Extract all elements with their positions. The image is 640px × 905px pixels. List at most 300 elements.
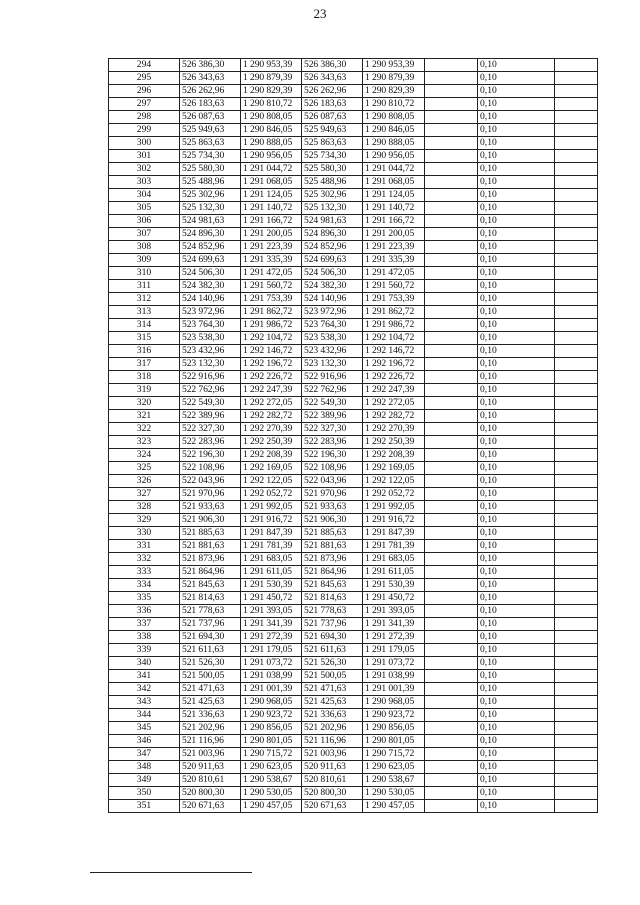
y-coordinate-cell: 1 290 879,39 [241,72,302,85]
x-coordinate-cell: 520 800,30 [180,787,241,800]
empty-cell [555,111,598,124]
x-coordinate-repeat-cell: 522 389,96 [302,410,363,423]
value-cell: 0,10 [478,319,555,332]
value-cell: 0,10 [478,384,555,397]
empty-cell [555,787,598,800]
empty-cell [425,332,478,345]
x-coordinate-cell: 521 611,63 [180,644,241,657]
y-coordinate-cell: 1 291 450,72 [241,592,302,605]
point-number-cell: 323 [109,436,180,449]
x-coordinate-cell: 521 885,63 [180,527,241,540]
table-row [109,98,598,111]
empty-cell [555,722,598,735]
point-number-cell: 328 [109,501,180,514]
empty-cell [425,384,478,397]
empty-cell [555,605,598,618]
empty-cell [555,475,598,488]
point-number-cell: 315 [109,332,180,345]
x-coordinate-cell: 522 043,96 [180,475,241,488]
x-coordinate-cell: 520 911,63 [180,761,241,774]
value-cell: 0,10 [478,462,555,475]
x-coordinate-repeat-cell: 525 734,30 [302,150,363,163]
y-coordinate-repeat-cell: 1 291 179,05 [363,644,425,657]
x-coordinate-repeat-cell: 520 810,61 [302,774,363,787]
point-number-cell: 339 [109,644,180,657]
empty-cell [425,436,478,449]
x-coordinate-cell: 521 116,96 [180,735,241,748]
y-coordinate-cell: 1 291 560,72 [241,280,302,293]
value-cell: 0,10 [478,553,555,566]
x-coordinate-cell: 521 737,96 [180,618,241,631]
empty-cell [425,176,478,189]
empty-cell [555,72,598,85]
x-coordinate-repeat-cell: 522 283,96 [302,436,363,449]
point-number-cell: 350 [109,787,180,800]
y-coordinate-cell: 1 291 335,39 [241,254,302,267]
empty-cell [555,527,598,540]
x-coordinate-repeat-cell: 521 970,96 [302,488,363,501]
table-row [109,592,598,605]
x-coordinate-repeat-cell: 523 132,30 [302,358,363,371]
value-cell: 0,10 [478,124,555,137]
empty-cell [555,488,598,501]
empty-cell [555,514,598,527]
x-coordinate-repeat-cell: 523 764,30 [302,319,363,332]
x-coordinate-repeat-cell: 521 885,63 [302,527,363,540]
y-coordinate-cell: 1 291 683,05 [241,553,302,566]
empty-cell [555,683,598,696]
empty-cell [425,85,478,98]
x-coordinate-repeat-cell: 524 382,30 [302,280,363,293]
table-row [109,735,598,748]
y-coordinate-repeat-cell: 1 291 001,39 [363,683,425,696]
x-coordinate-repeat-cell: 525 302,96 [302,189,363,202]
x-coordinate-cell: 521 906,30 [180,514,241,527]
point-number-cell: 342 [109,683,180,696]
y-coordinate-cell: 1 290 623,05 [241,761,302,774]
y-coordinate-cell: 1 291 179,05 [241,644,302,657]
empty-cell [555,150,598,163]
value-cell: 0,10 [478,371,555,384]
y-coordinate-repeat-cell: 1 291 683,05 [363,553,425,566]
table-row [109,332,598,345]
table-row [109,267,598,280]
table-row [109,436,598,449]
empty-cell [555,332,598,345]
y-coordinate-cell: 1 292 208,39 [241,449,302,462]
y-coordinate-cell: 1 290 953,39 [241,59,302,72]
y-coordinate-cell: 1 292 247,39 [241,384,302,397]
value-cell: 0,10 [478,540,555,553]
empty-cell [425,215,478,228]
point-number-cell: 321 [109,410,180,423]
empty-cell [425,59,478,72]
table-row [109,644,598,657]
y-coordinate-cell: 1 292 122,05 [241,475,302,488]
empty-cell [425,293,478,306]
y-coordinate-cell: 1 290 968,05 [241,696,302,709]
point-number-cell: 322 [109,423,180,436]
x-coordinate-cell: 525 863,63 [180,137,241,150]
x-coordinate-cell: 522 196,30 [180,449,241,462]
point-number-cell: 304 [109,189,180,202]
empty-cell [425,397,478,410]
table-row [109,202,598,215]
value-cell: 0,10 [478,215,555,228]
x-coordinate-cell: 524 140,96 [180,293,241,306]
empty-cell [425,423,478,436]
y-coordinate-cell: 1 291 781,39 [241,540,302,553]
value-cell: 0,10 [478,306,555,319]
table-row [109,449,598,462]
x-coordinate-cell: 521 881,63 [180,540,241,553]
y-coordinate-cell: 1 291 068,05 [241,176,302,189]
x-coordinate-repeat-cell: 521 873,96 [302,553,363,566]
x-coordinate-repeat-cell: 521 003,96 [302,748,363,761]
empty-cell [425,618,478,631]
y-coordinate-repeat-cell: 1 292 208,39 [363,449,425,462]
point-number-cell: 313 [109,306,180,319]
empty-cell [555,59,598,72]
y-coordinate-cell: 1 292 282,72 [241,410,302,423]
coordinates-table [108,58,598,813]
empty-cell [425,189,478,202]
y-coordinate-repeat-cell: 1 291 044,72 [363,163,425,176]
empty-cell [425,683,478,696]
empty-cell [425,527,478,540]
y-coordinate-repeat-cell: 1 291 862,72 [363,306,425,319]
x-coordinate-repeat-cell: 524 896,30 [302,228,363,241]
value-cell: 0,10 [478,475,555,488]
x-coordinate-cell: 521 970,96 [180,488,241,501]
table-row [109,527,598,540]
y-coordinate-repeat-cell: 1 291 450,72 [363,592,425,605]
y-coordinate-repeat-cell: 1 290 808,05 [363,111,425,124]
table-row [109,111,598,124]
y-coordinate-repeat-cell: 1 291 530,39 [363,579,425,592]
x-coordinate-cell: 525 302,96 [180,189,241,202]
empty-cell [555,735,598,748]
value-cell: 0,10 [478,436,555,449]
y-coordinate-repeat-cell: 1 291 068,05 [363,176,425,189]
y-coordinate-repeat-cell: 1 292 122,05 [363,475,425,488]
table-row [109,293,598,306]
empty-cell [425,657,478,670]
point-number-cell: 297 [109,98,180,111]
y-coordinate-cell: 1 292 270,39 [241,423,302,436]
empty-cell [555,397,598,410]
point-number-cell: 343 [109,696,180,709]
x-coordinate-repeat-cell: 521 694,30 [302,631,363,644]
y-coordinate-cell: 1 291 073,72 [241,657,302,670]
value-cell: 0,10 [478,137,555,150]
point-number-cell: 335 [109,592,180,605]
point-number-cell: 327 [109,488,180,501]
x-coordinate-repeat-cell: 521 202,96 [302,722,363,735]
x-coordinate-repeat-cell: 520 800,30 [302,787,363,800]
value-cell: 0,10 [478,358,555,371]
value-cell: 0,10 [478,527,555,540]
y-coordinate-repeat-cell: 1 292 052,72 [363,488,425,501]
empty-cell [555,579,598,592]
value-cell: 0,10 [478,280,555,293]
y-coordinate-cell: 1 291 611,05 [241,566,302,579]
y-coordinate-repeat-cell: 1 292 104,72 [363,332,425,345]
empty-cell [555,202,598,215]
coordinates-table-body [109,59,598,813]
x-coordinate-repeat-cell: 524 699,63 [302,254,363,267]
x-coordinate-repeat-cell: 521 881,63 [302,540,363,553]
value-cell: 0,10 [478,566,555,579]
y-coordinate-repeat-cell: 1 291 393,05 [363,605,425,618]
point-number-cell: 320 [109,397,180,410]
value-cell: 0,10 [478,787,555,800]
point-number-cell: 348 [109,761,180,774]
point-number-cell: 345 [109,722,180,735]
y-coordinate-cell: 1 291 992,05 [241,501,302,514]
empty-cell [425,696,478,709]
point-number-cell: 340 [109,657,180,670]
point-number-cell: 349 [109,774,180,787]
value-cell: 0,10 [478,254,555,267]
x-coordinate-repeat-cell: 524 981,63 [302,215,363,228]
empty-cell [555,618,598,631]
value-cell: 0,10 [478,267,555,280]
point-number-cell: 306 [109,215,180,228]
point-number-cell: 298 [109,111,180,124]
x-coordinate-cell: 521 500,05 [180,670,241,683]
value-cell: 0,10 [478,735,555,748]
x-coordinate-cell: 526 087,63 [180,111,241,124]
table-row [109,358,598,371]
x-coordinate-cell: 522 327,30 [180,423,241,436]
table-row [109,137,598,150]
table-row [109,72,598,85]
x-coordinate-repeat-cell: 525 949,63 [302,124,363,137]
y-coordinate-repeat-cell: 1 291 781,39 [363,540,425,553]
empty-cell [555,410,598,423]
value-cell: 0,10 [478,85,555,98]
table-row [109,748,598,761]
point-number-cell: 311 [109,280,180,293]
value-cell: 0,10 [478,72,555,85]
x-coordinate-repeat-cell: 522 549,30 [302,397,363,410]
y-coordinate-repeat-cell: 1 291 124,05 [363,189,425,202]
value-cell: 0,10 [478,293,555,306]
empty-cell [555,696,598,709]
point-number-cell: 329 [109,514,180,527]
table-row [109,683,598,696]
y-coordinate-cell: 1 291 847,39 [241,527,302,540]
y-coordinate-repeat-cell: 1 291 847,39 [363,527,425,540]
empty-cell [425,540,478,553]
x-coordinate-cell: 521 814,63 [180,592,241,605]
table-row [109,85,598,98]
y-coordinate-cell: 1 290 801,05 [241,735,302,748]
x-coordinate-repeat-cell: 526 087,63 [302,111,363,124]
x-coordinate-repeat-cell: 526 343,63 [302,72,363,85]
empty-cell [555,592,598,605]
x-coordinate-cell: 520 671,63 [180,800,241,813]
y-coordinate-repeat-cell: 1 290 623,05 [363,761,425,774]
value-cell: 0,10 [478,345,555,358]
y-coordinate-repeat-cell: 1 292 146,72 [363,345,425,358]
table-row [109,59,598,72]
point-number-cell: 318 [109,371,180,384]
x-coordinate-cell: 524 699,63 [180,254,241,267]
x-coordinate-cell: 521 864,96 [180,566,241,579]
empty-cell [425,501,478,514]
empty-cell [425,358,478,371]
empty-cell [555,436,598,449]
empty-cell [425,735,478,748]
y-coordinate-cell: 1 292 226,72 [241,371,302,384]
empty-cell [555,345,598,358]
table-row [109,254,598,267]
table-row [109,800,598,813]
x-coordinate-repeat-cell: 521 906,30 [302,514,363,527]
x-coordinate-cell: 521 526,30 [180,657,241,670]
x-coordinate-repeat-cell: 521 471,63 [302,683,363,696]
y-coordinate-repeat-cell: 1 290 846,05 [363,124,425,137]
table-row [109,241,598,254]
x-coordinate-cell: 525 132,30 [180,202,241,215]
y-coordinate-repeat-cell: 1 292 272,05 [363,397,425,410]
y-coordinate-cell: 1 292 052,72 [241,488,302,501]
table-row [109,228,598,241]
y-coordinate-repeat-cell: 1 290 968,05 [363,696,425,709]
x-coordinate-cell: 525 488,96 [180,176,241,189]
y-coordinate-repeat-cell: 1 292 247,39 [363,384,425,397]
value-cell: 0,10 [478,98,555,111]
y-coordinate-cell: 1 291 124,05 [241,189,302,202]
y-coordinate-repeat-cell: 1 291 223,39 [363,241,425,254]
x-coordinate-repeat-cell: 522 196,30 [302,449,363,462]
y-coordinate-repeat-cell: 1 292 169,05 [363,462,425,475]
empty-cell [555,293,598,306]
empty-cell [425,137,478,150]
y-coordinate-cell: 1 290 829,39 [241,85,302,98]
point-number-cell: 351 [109,800,180,813]
point-number-cell: 308 [109,241,180,254]
value-cell: 0,10 [478,111,555,124]
x-coordinate-cell: 523 132,30 [180,358,241,371]
table-row [109,657,598,670]
table-row [109,462,598,475]
x-coordinate-cell: 523 972,96 [180,306,241,319]
empty-cell [555,800,598,813]
x-coordinate-repeat-cell: 520 911,63 [302,761,363,774]
empty-cell [425,605,478,618]
point-number-cell: 302 [109,163,180,176]
y-coordinate-repeat-cell: 1 291 073,72 [363,657,425,670]
y-coordinate-repeat-cell: 1 290 715,72 [363,748,425,761]
y-coordinate-cell: 1 291 393,05 [241,605,302,618]
x-coordinate-repeat-cell: 525 132,30 [302,202,363,215]
y-coordinate-cell: 1 291 341,39 [241,618,302,631]
point-number-cell: 341 [109,670,180,683]
point-number-cell: 324 [109,449,180,462]
empty-cell [425,553,478,566]
y-coordinate-repeat-cell: 1 291 200,05 [363,228,425,241]
empty-cell [425,254,478,267]
empty-cell [555,501,598,514]
empty-cell [555,319,598,332]
y-coordinate-repeat-cell: 1 292 226,72 [363,371,425,384]
point-number-cell: 330 [109,527,180,540]
y-coordinate-repeat-cell: 1 292 250,39 [363,436,425,449]
y-coordinate-cell: 1 291 986,72 [241,319,302,332]
point-number-cell: 303 [109,176,180,189]
table-row [109,397,598,410]
x-coordinate-cell: 521 425,63 [180,696,241,709]
y-coordinate-repeat-cell: 1 292 196,72 [363,358,425,371]
y-coordinate-cell: 1 291 200,05 [241,228,302,241]
point-number-cell: 299 [109,124,180,137]
point-number-cell: 331 [109,540,180,553]
table-row [109,787,598,800]
table-row [109,670,598,683]
value-cell: 0,10 [478,618,555,631]
table-row [109,579,598,592]
y-coordinate-cell: 1 292 196,72 [241,358,302,371]
x-coordinate-repeat-cell: 522 327,30 [302,423,363,436]
empty-cell [555,85,598,98]
value-cell: 0,10 [478,410,555,423]
y-coordinate-repeat-cell: 1 290 956,05 [363,150,425,163]
table-row [109,345,598,358]
x-coordinate-repeat-cell: 521 845,63 [302,579,363,592]
x-coordinate-repeat-cell: 522 762,96 [302,384,363,397]
x-coordinate-cell: 521 694,30 [180,631,241,644]
empty-cell [555,241,598,254]
empty-cell [555,748,598,761]
empty-cell [425,579,478,592]
table-row [109,384,598,397]
empty-cell [555,176,598,189]
value-cell: 0,10 [478,592,555,605]
x-coordinate-cell: 524 382,30 [180,280,241,293]
y-coordinate-cell: 1 291 272,39 [241,631,302,644]
x-coordinate-repeat-cell: 526 183,63 [302,98,363,111]
y-coordinate-repeat-cell: 1 291 916,72 [363,514,425,527]
value-cell: 0,10 [478,59,555,72]
value-cell: 0,10 [478,748,555,761]
point-number-cell: 338 [109,631,180,644]
point-number-cell: 333 [109,566,180,579]
value-cell: 0,10 [478,397,555,410]
empty-cell [425,475,478,488]
y-coordinate-cell: 1 292 104,72 [241,332,302,345]
value-cell: 0,10 [478,449,555,462]
empty-cell [425,670,478,683]
table-row [109,618,598,631]
x-coordinate-repeat-cell: 521 526,30 [302,657,363,670]
empty-cell [425,488,478,501]
y-coordinate-cell: 1 291 140,72 [241,202,302,215]
x-coordinate-repeat-cell: 523 432,96 [302,345,363,358]
empty-cell [555,761,598,774]
table-row [109,722,598,735]
empty-cell [555,228,598,241]
x-coordinate-repeat-cell: 525 488,96 [302,176,363,189]
empty-cell [425,150,478,163]
empty-cell [555,540,598,553]
empty-cell [425,514,478,527]
y-coordinate-repeat-cell: 1 292 270,39 [363,423,425,436]
footnote-divider [90,872,252,873]
x-coordinate-repeat-cell: 525 863,63 [302,137,363,150]
